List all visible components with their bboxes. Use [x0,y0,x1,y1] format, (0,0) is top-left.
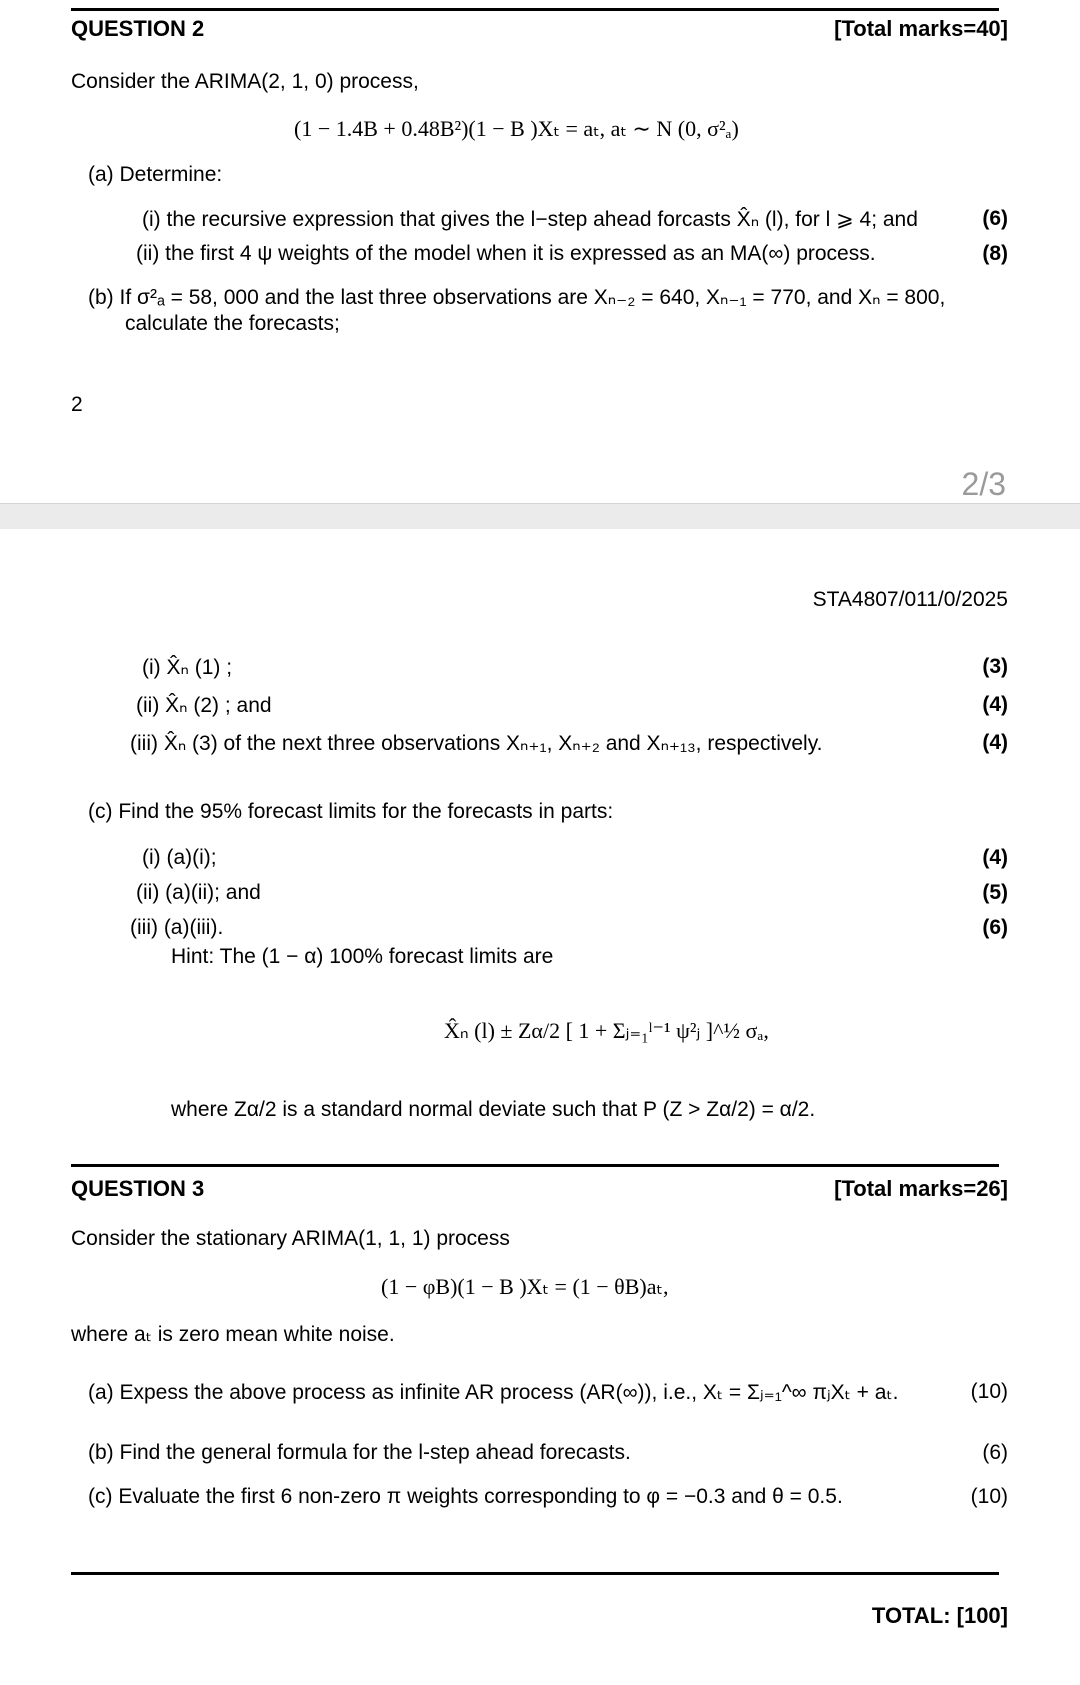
page-indicator: 2/3 [961,466,1006,502]
q2-b-i: (i) X̂ₙ (1) ; [142,656,233,679]
q2-c-where: where Zα/2 is a standard normal deviate such that P (Z > Zα/2) = α/2. [171,1098,816,1121]
q2-c-iii: (iii) (a)(iii). [130,916,224,939]
q2-b-ii: (ii) X̂ₙ (2) ; and [136,694,272,717]
q2-b-iii: (iii) X̂ₙ (3) of the next three observations Xₙ₊₁, Xₙ₊₂ and Xₙ₊₁₃, respectively. [130,732,823,755]
q2-a-i-marks: (6) [982,207,1008,230]
q3-b: (b) Find the general formula for the l-step ahead forecasts. [88,1441,631,1464]
question-3-heading: QUESTION 3 [71,1176,205,1201]
q2-b-iii-marks: (4) [982,731,1008,754]
q2-b-ii-marks: (4) [982,693,1008,716]
q3-equation: (1 − φB)(1 − B )Xₜ = (1 − θB)aₜ, [381,1274,669,1299]
q3-a-marks: (10) [970,1380,1008,1403]
total-marks: TOTAL: [100] [871,1603,1008,1628]
question-3-total-marks: [Total marks=26] [834,1176,1008,1201]
course-code: STA4807/011/0/2025 [812,588,1008,611]
page-marker: 2 [71,393,83,416]
q2-c-hint: Hint: The (1 − α) 100% forecast limits are [171,945,554,968]
q2-c-i: (i) (a)(i); [142,846,217,869]
question-3-rule [71,1164,999,1167]
forecast-limits-formula: X̂ₙ (l) ± Zα/2 [ 1 + Σⱼ₌₁ˡ⁻¹ ψ²ⱼ ]^½ σₐ, [444,1018,769,1043]
q2-a-ii: (ii) the first 4 ψ weights of the model when it is expressed as an MA(∞) process. [136,242,876,265]
q3-c-marks: (10) [970,1485,1008,1508]
q2-a-i: (i) the recursive expression that gives the l−step ahead forcasts X̂ₙ (l), for l ⩾ 4; and [142,208,918,231]
page-break-bar [0,503,1080,529]
q3-a: (a) Expess the above process as infinite AR process (AR(∞)), i.e., Xₜ = Σⱼ₌₁^∞ πⱼXₜ + aₜ. [88,1381,899,1404]
q2-a-ii-marks: (8) [982,242,1008,265]
q2-c-label: (c) Find the 95% forecast limits for the forecasts in parts: [88,800,614,823]
q3-noise: where aₜ is zero mean white noise. [71,1323,395,1346]
question-2-total-marks: [Total marks=40] [834,16,1008,41]
q2-c-ii: (ii) (a)(ii); and [136,881,261,904]
q2-b-line2: calculate the forecasts; [125,312,340,335]
q2-b-line1: (b) If σ²ₐ = 58, 000 and the last three observations are Xₙ₋₂ = 640, Xₙ₋₁ = 770, and Xₙ = 800, [88,286,946,309]
top-rule [71,8,999,11]
q2-equation: (1 − 1.4B + 0.48B²)(1 − B )Xₜ = aₜ, aₜ ∼ N (0, σ²ₐ) [294,116,739,141]
q3-c: (c) Evaluate the first 6 non-zero π weights corresponding to φ = −0.3 and θ = 0.5. [88,1485,843,1508]
q2-a-label: (a) Determine: [88,163,223,186]
q2-intro: Consider the ARIMA(2, 1, 0) process, [71,70,419,93]
q3-b-marks: (6) [982,1441,1008,1464]
q2-c-ii-marks: (5) [982,881,1008,904]
question-2-heading: QUESTION 2 [71,16,205,41]
q3-intro: Consider the stationary ARIMA(1, 1, 1) process [71,1227,510,1250]
q2-b-i-marks: (3) [982,655,1008,678]
q2-c-iii-marks: (6) [982,916,1008,939]
q2-c-i-marks: (4) [982,846,1008,869]
bottom-rule [71,1572,999,1575]
